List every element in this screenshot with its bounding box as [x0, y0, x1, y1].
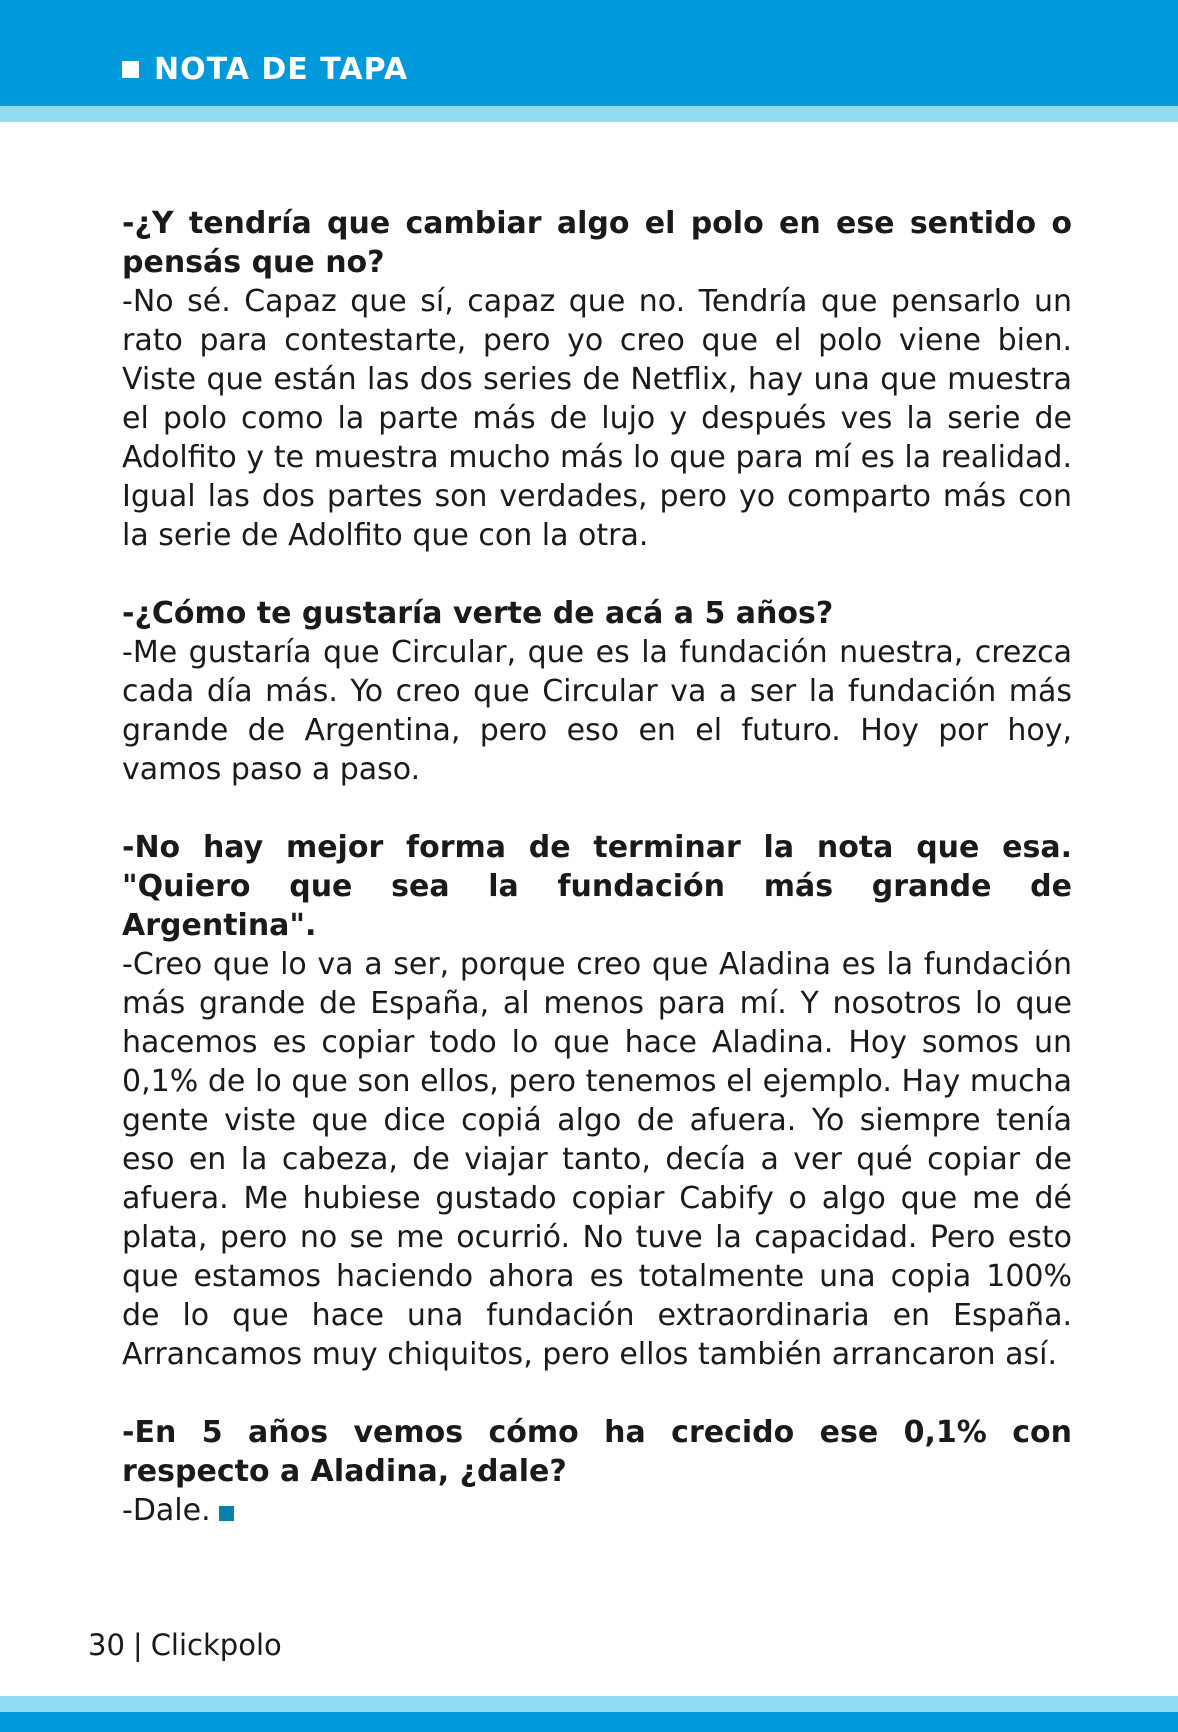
interview-answer: -Creo que lo va a ser, porque creo que Aladina es la fundación más grande de España, al menos para mí. Y nosotros lo que hacemos es copiar todo lo que hace Aladina. Hoy somos un 0,1% de lo que son ellos, pero tenemos el ejemplo. Hay mucha gente viste que dice copiá algo de afuera. Yo siempre tenía eso en la cabeza, de viajar tanto, decía a ver qué copiar de afuera. Me hubiese gustado copiar Cabify o algo que me dé plata, pero no se me ocurrió. No tuve la capacidad. Pero esto que estamos haciendo ahora es totalmente una copia 100% de lo que hace una fundación extraordinaria en España. Arrancamos muy chiquitos, pero ellos también arrancaron así.	[122, 947, 1072, 1372]
end-mark-icon	[219, 1506, 234, 1521]
interview-answer: -Me gustaría que Circular, que es la fundación nuestra, crezca cada día más. Yo creo que Circular va a ser la fundación más grande de Argentina, pero eso en el futuro. Hoy por hoy, vamos paso a paso.	[122, 635, 1072, 787]
page-number: 30	[88, 1628, 125, 1662]
qa-block	[122, 828, 1072, 1374]
footer-bar	[0, 1712, 1178, 1732]
interview-question: -No hay mejor forma de terminar la nota que esa. "Quiero que sea la fundación más grande de Argentina".	[122, 830, 1072, 943]
magazine-name: Clickpolo	[150, 1628, 282, 1662]
qa-block	[122, 204, 1072, 555]
interview-question: -En 5 años vemos cómo ha crecido ese 0,1% con respecto a Aladina, ¿dale?	[122, 1415, 1072, 1489]
interview-answer: -No sé. Capaz que sí, capaz que no. Tendría que pensarlo un rato para contestarte, pero yo creo que el polo viene bien. Viste que están las dos series de Netflix, hay una que muestra el polo como la parte más de lujo y después ves la serie de Adolfito y te muestra mucho más lo que para mí es la realidad. Igual las dos partes son verdades, pero yo comparto más con la serie de Adolfito que con la otra.	[122, 284, 1072, 553]
interview-question: -¿Cómo te gustaría verte de acá a 5 años?	[122, 596, 834, 631]
section-square-icon	[122, 61, 139, 78]
header-stripe	[0, 106, 1178, 122]
footer-stripe	[0, 1696, 1178, 1712]
final-answer-line	[122, 1491, 1072, 1530]
qa-block	[122, 594, 1072, 789]
article-body	[122, 204, 1072, 1569]
interview-question: -¿Y tendría que cambiar algo el polo en ese sentido o pensás que no?	[122, 206, 1072, 280]
qa-block	[122, 1413, 1072, 1530]
interview-answer: -Dale.	[122, 1493, 211, 1528]
footer-separator: |	[132, 1628, 143, 1662]
page-footer	[88, 1628, 282, 1662]
section-label	[122, 52, 408, 87]
section-label-text: NOTA DE TAPA	[154, 52, 409, 87]
